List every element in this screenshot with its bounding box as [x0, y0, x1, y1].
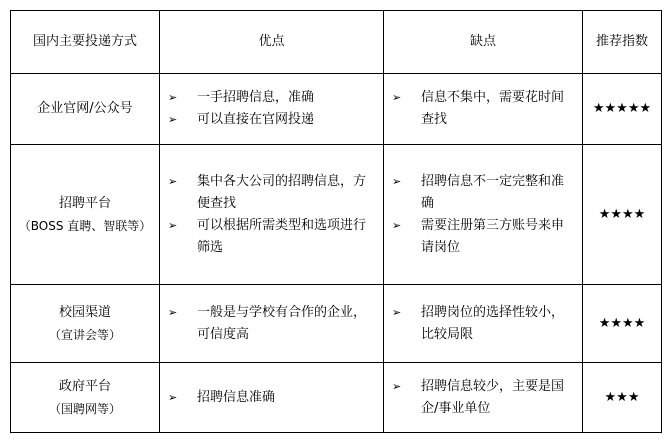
method-name: 企业官网/公众号: [37, 101, 133, 116]
table-row: [11, 285, 662, 363]
method-cell: [11, 74, 160, 145]
table-row: [11, 145, 662, 285]
arrow-bullet-icon: ➢: [392, 91, 402, 104]
header-rating: 推荐指数: [583, 11, 662, 74]
pros-item: ➢ 一般是与学校有合作的企业，可信度高: [168, 302, 377, 346]
pros-cell: [160, 363, 384, 433]
method-subtitle: （BOSS 直聘、智联等）: [18, 218, 152, 233]
pros-cell: [160, 285, 384, 363]
method-name: 校园渠道: [58, 304, 111, 320]
table-row: [11, 74, 662, 145]
header-row: [11, 11, 662, 74]
header-method: 国内主要投递方式: [11, 11, 160, 74]
arrow-bullet-icon: ➢: [392, 218, 402, 232]
table-row: [11, 363, 662, 433]
pros-cell: [160, 74, 384, 145]
cons-item: ➢ 招聘信息较少，主要是国企/事业单位: [392, 376, 576, 420]
method-subtitle: （国聘网等）: [48, 401, 121, 416]
method-cell: [11, 285, 160, 363]
cons-item: ➢ 需要注册第三方账号来申请岗位: [392, 215, 576, 259]
cons-item: ➢ 招聘信息不一定完整和准确: [392, 171, 576, 215]
rating-stars: ★★★★: [583, 285, 662, 363]
arrow-bullet-icon: ➢: [168, 91, 178, 104]
pros-item: ➢ 招聘信息准确: [168, 387, 377, 409]
arrow-bullet-icon: ➢: [168, 305, 178, 319]
arrow-bullet-icon: ➢: [392, 305, 402, 319]
arrow-bullet-icon: ➢: [392, 379, 402, 393]
method-cell: [11, 145, 160, 285]
pros-item: ➢ 一手招聘信息，准确: [168, 87, 377, 109]
rating-stars: ★★★★★: [583, 74, 662, 145]
pros-item: ➢ 集中各大公司的招聘信息，方便查找: [168, 171, 377, 215]
cons-cell: [384, 74, 583, 145]
method-name: 政府平台: [58, 378, 111, 394]
cons-cell: [384, 145, 583, 285]
arrow-bullet-icon: ➢: [392, 174, 402, 188]
method-cell: [11, 363, 160, 433]
arrow-bullet-icon: ➢: [168, 174, 178, 188]
header-cons: 缺点: [384, 11, 583, 74]
arrow-bullet-icon: ➢: [168, 390, 178, 404]
arrow-bullet-icon: ➢: [168, 218, 178, 232]
method-subtitle: （宣讲会等）: [48, 327, 121, 342]
cons-item: ➢ 信息不集中，需要花时间查找: [392, 87, 576, 131]
method-name: 招聘平台: [58, 195, 111, 211]
comparison-table: [10, 10, 662, 433]
rating-stars: ★★★: [583, 363, 662, 433]
header-pros: 优点: [160, 11, 384, 74]
arrow-bullet-icon: ➢: [168, 113, 178, 126]
rating-stars: ★★★★: [583, 145, 662, 285]
pros-cell: [160, 145, 384, 285]
cons-cell: [384, 363, 583, 433]
cons-cell: [384, 285, 583, 363]
pros-item: ➢ 可以直接在官网投递: [168, 109, 377, 131]
pros-item: ➢ 可以根据所需类型和选项进行筛选: [168, 215, 377, 259]
cons-item: ➢ 招聘岗位的选择性较小，比较局限: [392, 302, 576, 346]
